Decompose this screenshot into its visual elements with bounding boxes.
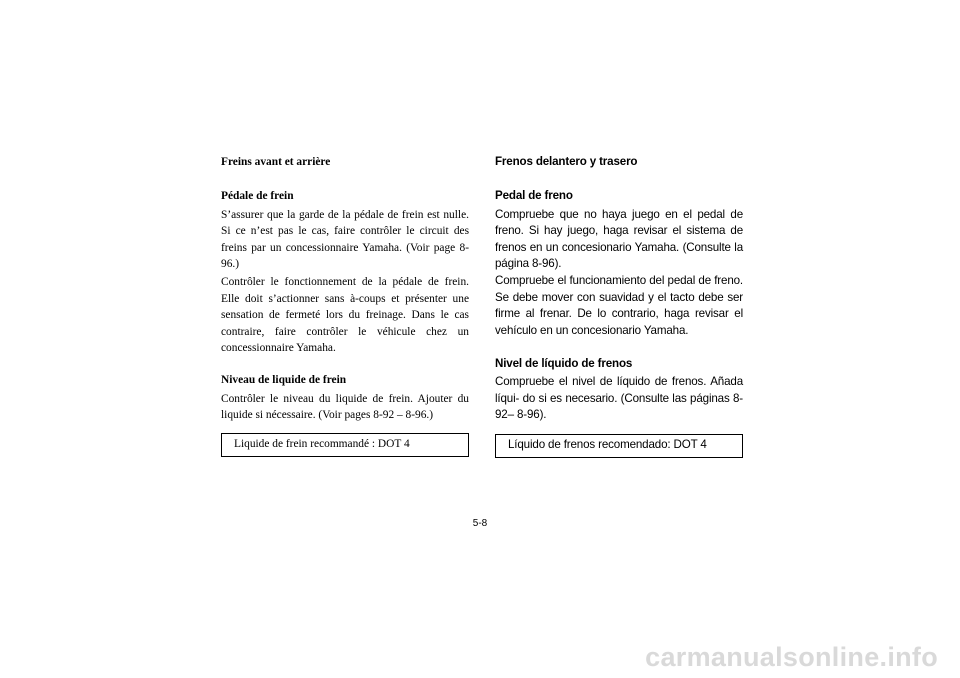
french-spec-box — [221, 433, 469, 457]
french-fluid-paragraph: Contrôler le niveau du liquide de frein. Ajouter du liquide si nécessaire. (Voir pages 8-92 – 8-96.) — [221, 392, 469, 422]
spanish-pedal-paragraph-1: Compruebe que no haya juego en el pedal de freno. Si hay juego, haga revisar el sistema de frenos en un concesionario Yamaha. (Consulte la página 8-96). — [495, 207, 743, 271]
spanish-column — [495, 154, 743, 458]
spanish-pedal-paragraph-2: Compruebe el funcionamiento del pedal de freno. Se debe mover con suavidad y el tacto debe ser firme al frenar. De lo contrario, haga revisar el vehículo en un concesionario Yamaha. — [495, 274, 743, 337]
spanish-pedal-heading: Pedal de freno — [495, 189, 573, 203]
french-section-title: Freins avant et arrière — [221, 156, 331, 168]
spanish-spec-text: Líquido de frenos recomendado: DOT 4 — [508, 438, 707, 452]
spanish-spec-box — [495, 434, 743, 458]
page-number: 5-8 — [472, 518, 488, 529]
french-fluid-heading: Niveau de liquide de frein — [221, 374, 347, 387]
watermark: carmanualsonline.info — [645, 642, 938, 672]
french-pedal-paragraph-2: Contrôler le fonctionnement de la pédale de frein. Elle doit s’actionner sans à-coups et présenter une sensation de fermeté lors du freinage. Dans le cas contraire, faire contrôler le véhicule chez un concessionnaire Yamaha. — [221, 276, 469, 355]
french-pedal-heading: Pédale de frein — [221, 190, 294, 203]
french-spec-text: Liquide de frein recommandé : DOT 4 — [234, 438, 410, 451]
spanish-section-title: Frenos delantero y trasero — [495, 155, 638, 168]
french-pedal-paragraph-1: S’assurer que la garde de la pédale de frein est nulle. Si ce n’est pas le cas, faire contrôler le circuit des freins par un concessionnaire Yamaha. (Voir page 8-96.) — [221, 208, 469, 271]
french-column — [221, 154, 469, 457]
spanish-fluid-paragraph: Compruebe el nivel de líquido de frenos. Añada líqui- do si es necesario. (Consulte las páginas 8-92– 8-96). — [495, 375, 743, 422]
spanish-fluid-heading: Nivel de líquido de frenos — [495, 357, 633, 371]
